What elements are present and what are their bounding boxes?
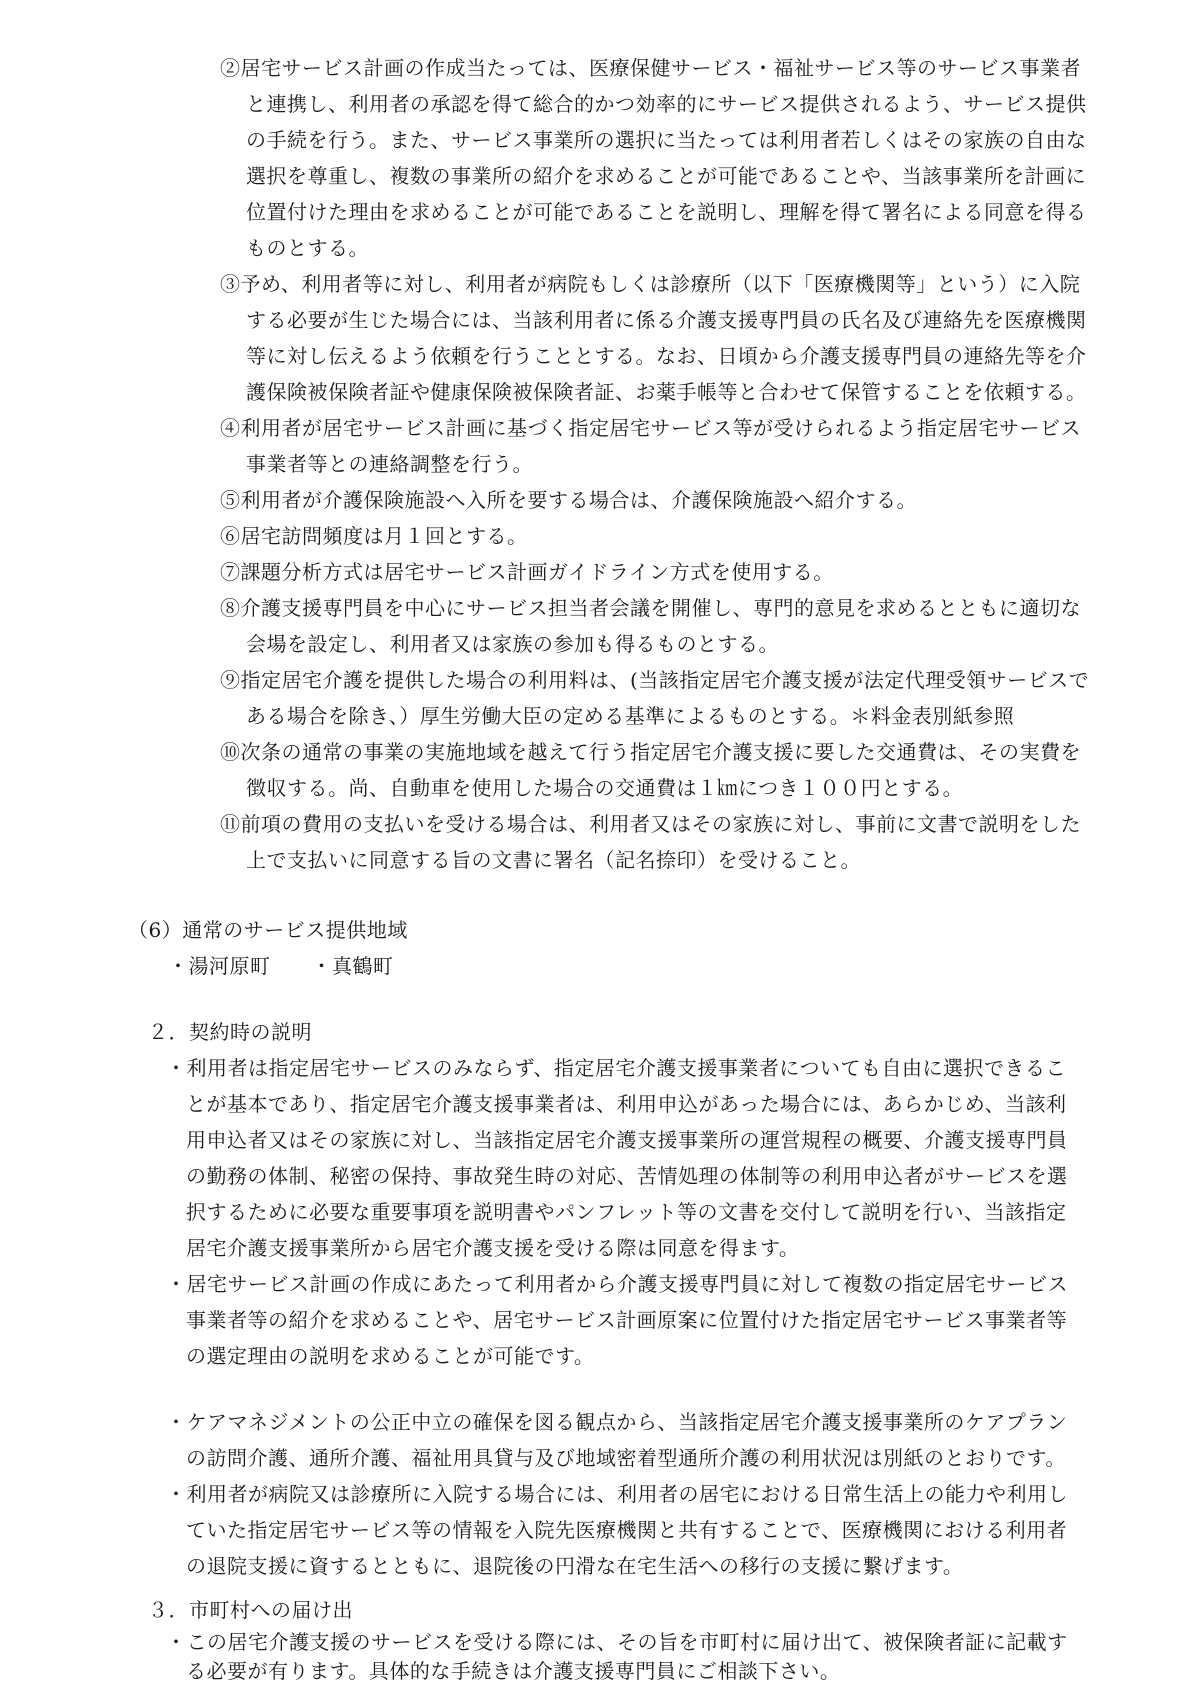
section-6-heading: （6）通常のサービス提供地域 [128, 918, 408, 942]
item-3-line-1: ③予め、利用者等に対し、利用者が病院もしくは診療所（以下「医療機関等」という）に入院 [220, 272, 1081, 296]
item-11-line-1: ⑪前項の費用の支払いを受ける場合は、利用者又はその家族に対し、事前に文書で説明をした [220, 812, 1081, 836]
item-8-line-1: ⑧介護支援専門員を中心にサービス担当者会議を開催し、専門的意見を求めるとともに適切な [220, 596, 1081, 620]
s2b1-line-1: ・利用者は指定居宅サービスのみならず、指定居宅介護支援事業者についても自由に選択できるこ [166, 1056, 1066, 1080]
s2b2-line-3: の選定理由の説明を求めることが可能です。 [186, 1344, 595, 1368]
item-2-line-1: ②居宅サービス計画の作成当たっては、医療保健サービス・福祉サービス等のサービス事業者 [220, 56, 1081, 80]
s2b3-line-2: の訪問介護、通所介護、福祉用具貸与及び地域密着型通所介護の利用状況は別紙のとおりです。 [186, 1446, 1066, 1470]
s2b2-line-1: ・居宅サービス計画の作成にあたって利用者から介護支援専門員に対して複数の指定居宅サービス [166, 1272, 1068, 1296]
item-6: ⑥居宅訪問頻度は月１回とする。 [220, 524, 528, 548]
item-9-line-2: ある場合を除き、）厚生労働大臣の定める基準によるものとする。＊料金表別紙参照 [246, 704, 1015, 728]
item-3-line-2: する必要が生じた場合には、当該利用者に係る介護支援専門員の氏名及び連絡先を医療機関 [246, 308, 1087, 332]
s2b1-line-4: の勤務の体制、秘密の保持、事故発生時の対応、苦情処理の体制等の利用申込者がサービスを選 [186, 1164, 1068, 1188]
item-9-line-1: ⑨指定居宅介護を提供した場合の利用料は、(当該指定居宅介護支援が法定代理受領サービスで [220, 668, 1090, 692]
s2b4-line-3: の退院支援に資するとともに、退院後の円滑な在宅生活への移行の支援に繋げます。 [186, 1554, 964, 1578]
item-7: ⑦課題分析方式は居宅サービス計画ガイドライン方式を使用する。 [220, 560, 834, 584]
s2b4-line-2: ていた指定居宅サービス等の情報を入院先医療機関と共有することで、医療機関における利用者 [186, 1518, 1068, 1542]
item-3-line-4: 護保険被保険者証や健康保険被保険者証、お薬手帳等と合わせて保管することを依頼する。 [246, 380, 1087, 404]
item-8-line-2: 会場を設定し、利用者又は家族の参加も得るものとする。 [246, 632, 779, 656]
item-10-line-2: 徴収する。尚、自動車を使用した場合の交通費は１㎞につき１００円とする。 [246, 776, 964, 800]
item-4-line-1: ④利用者が居宅サービス計画に基づく指定居宅サービス等が受けられるよう指定居宅サービス [220, 416, 1081, 440]
item-2-line-3: の手続を行う。また、サービス事業所の選択に当たっては利用者若しくはその家族の自由な [246, 128, 1087, 152]
s2b1-line-6: 居宅介護支援事業所から居宅介護支援を受ける際は同意を得ます。 [186, 1236, 800, 1260]
s2b4-line-1: ・利用者が病院又は診療所に入院する場合には、利用者の居宅における日常生活上の能力や利用し [166, 1482, 1068, 1506]
section-2-heading: ２．契約時の説明 [148, 1020, 312, 1044]
item-2-line-6: ものとする。 [246, 236, 369, 260]
item-11-line-2: 上で支払いに同意する旨の文書に署名（記名捺印）を受けること。 [246, 848, 861, 872]
item-2-line-4: 選択を尊重し、複数の事業所の紹介を求めることが可能であることや、当該事業所を計画に [246, 164, 1087, 188]
s3b1-line-2: る必要が有ります。具体的な手続きは介護支援専門員にご相談下さい。 [186, 1659, 841, 1683]
section-3-heading: ３．市町村への届け出 [148, 1598, 353, 1622]
s2b1-line-2: とが基本であり、指定居宅介護支援事業者は、利用申込があった場合には、あらかじめ、当該利 [186, 1092, 1067, 1116]
s2b1-line-5: 択するために必要な重要事項を説明書やパンフレット等の文書を交付して説明を行い、当該指定 [186, 1200, 1067, 1224]
section-6-areas: ・湯河原町 ・真鶴町 [168, 954, 394, 978]
item-5: ⑤利用者が介護保険施設へ入所を要する場合は、介護保険施設へ紹介する。 [220, 488, 917, 512]
item-3-line-3: 等に対し伝えるよう依頼を行うこととする。なお、日頃から介護支援専門員の連絡先等を介 [246, 344, 1087, 368]
item-10-line-1: ⑩次条の通常の事業の実施地域を越えて行う指定居宅介護支援に要した交通費は、その実費を [220, 740, 1081, 764]
item-2-line-2: と連携し、利用者の承認を得て総合的かつ効率的にサービス提供されるよう、サービス提供 [246, 92, 1087, 116]
item-2-line-5: 位置付けた理由を求めることが可能であることを説明し、理解を得て署名による同意を得る [246, 200, 1087, 224]
s3b1-line-1: ・この居宅介護支援のサービスを受ける際には、その旨を市町村に届け出て、被保険者証に記載す [166, 1630, 1068, 1654]
item-4-line-2: 事業者等との連絡調整を行う。 [246, 452, 533, 476]
s2b2-line-2: 事業者等の紹介を求めることや、居宅サービス計画原案に位置付けた指定居宅サービス事業者等 [186, 1308, 1068, 1332]
s2b3-line-1: ・ケアマネジメントの公正中立の確保を図る観点から、当該指定居宅介護支援事業所のケアプラン [166, 1410, 1068, 1434]
s2b1-line-3: 用申込者又はその家族に対し、当該指定居宅介護支援事業所の運営規程の概要、介護支援専門員 [186, 1128, 1068, 1152]
